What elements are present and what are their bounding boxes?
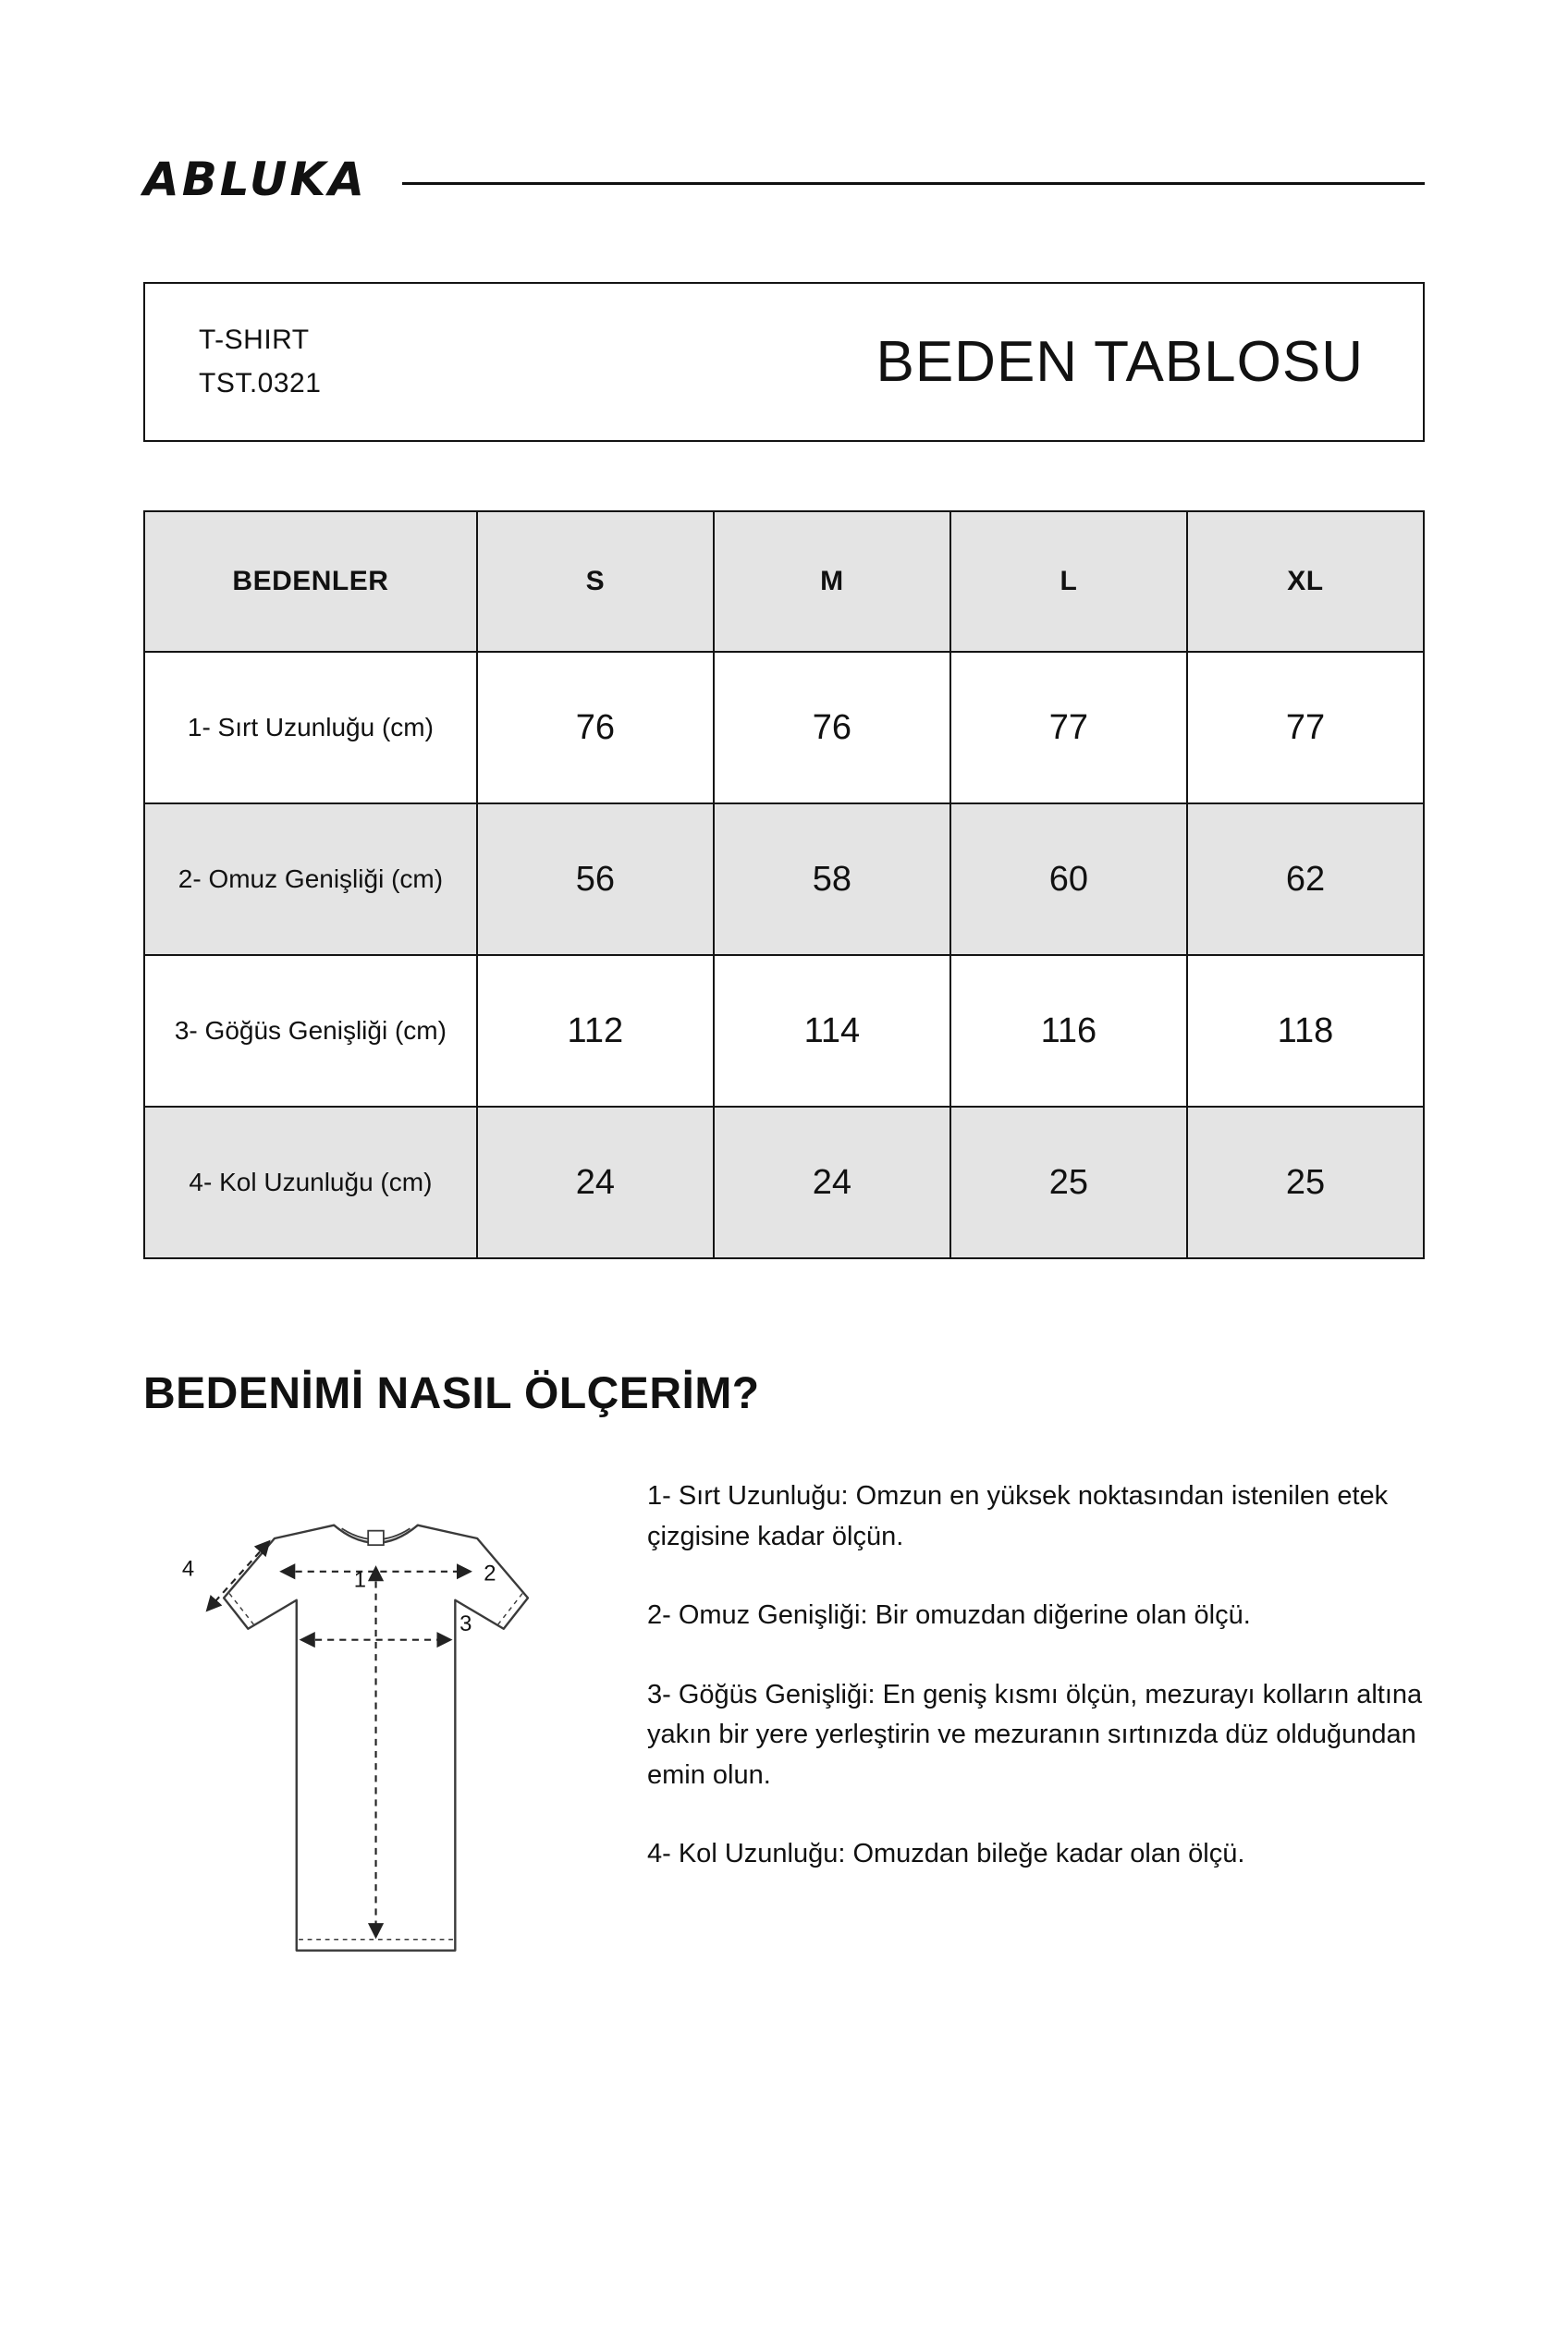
value-cell: 58	[714, 803, 950, 955]
tshirt-measure-diagram	[143, 1464, 647, 1986]
row-label: 1- Sırt Uzunluğu (cm)	[144, 652, 477, 803]
tshirt-diagram-svg	[143, 1464, 619, 1981]
value-cell: 112	[477, 955, 714, 1107]
table-row	[144, 955, 1424, 1107]
diagram-label-1: 1	[353, 1567, 366, 1593]
value-cell: 62	[1187, 803, 1424, 955]
measure-section-body	[143, 1464, 1425, 1986]
diagram-label-3: 3	[459, 1611, 472, 1637]
header-cell-m: M	[714, 511, 950, 652]
table-row	[144, 1107, 1424, 1258]
row-label: 3- Göğüs Genişliği (cm)	[144, 955, 477, 1107]
header-cell-s: S	[477, 511, 714, 652]
diagram-label-4: 4	[181, 1556, 195, 1582]
product-info	[199, 319, 321, 405]
header-cell-l: L	[950, 511, 1187, 652]
value-cell: 116	[950, 955, 1187, 1107]
brand-logo: ABLUKA	[143, 153, 367, 206]
value-cell: 24	[714, 1107, 950, 1258]
instruction-sleeve-length: 4- Kol Uzunluğu: Omuzdan bileğe kadar olan ölçü.	[647, 1839, 1245, 1868]
value-cell: 77	[1187, 652, 1424, 803]
row-label: 4- Kol Uzunluğu (cm)	[144, 1107, 477, 1258]
value-cell: 76	[714, 652, 950, 803]
page-title: BEDEN TABLOSU	[876, 330, 1364, 394]
table-row	[144, 803, 1424, 955]
value-cell: 76	[477, 652, 714, 803]
instruction-back-length: 1- Sırt Uzunluğu: Omzun en yüksek noktasından istenilen etek çizgisine kadar ölçün.	[647, 1481, 1389, 1551]
size-table	[143, 510, 1425, 1259]
diagram-label-2: 2	[484, 1561, 496, 1586]
value-cell: 25	[950, 1107, 1187, 1258]
instruction-shoulder-width: 2- Omuz Genişliği: Bir omuzdan diğerine olan ölçü.	[647, 1600, 1251, 1630]
value-cell: 24	[477, 1107, 714, 1258]
header-cell-bedenler: BEDENLER	[144, 511, 477, 652]
value-cell: 118	[1187, 955, 1424, 1107]
product-code: TST.0321	[199, 367, 322, 398]
value-cell: 60	[950, 803, 1187, 955]
product-type: T-SHIRT	[199, 325, 310, 355]
row-label: 2- Omuz Genişliği (cm)	[144, 803, 477, 955]
table-row	[144, 652, 1424, 803]
header-divider	[402, 182, 1425, 185]
value-cell: 77	[950, 652, 1187, 803]
neck-label-tab	[368, 1531, 384, 1545]
value-cell: 25	[1187, 1107, 1424, 1258]
product-info-box	[143, 282, 1425, 442]
header-cell-xl: XL	[1187, 511, 1424, 652]
table-header-row	[144, 511, 1424, 652]
instruction-chest-width: 3- Göğüs Genişliği: En geniş kısmı ölçün, mezurayı kolların altına yakın bir yere yerleştirin ve mezuranın sırtınızda düz olduğundan emin olun.	[647, 1679, 1423, 1790]
measure-instructions	[647, 1464, 1425, 1914]
value-cell: 114	[714, 955, 950, 1107]
value-cell: 56	[477, 803, 714, 955]
measure-section-heading: BEDENİMİ NASIL ÖLÇERİM?	[143, 1369, 760, 1418]
brand-header	[143, 153, 1425, 206]
